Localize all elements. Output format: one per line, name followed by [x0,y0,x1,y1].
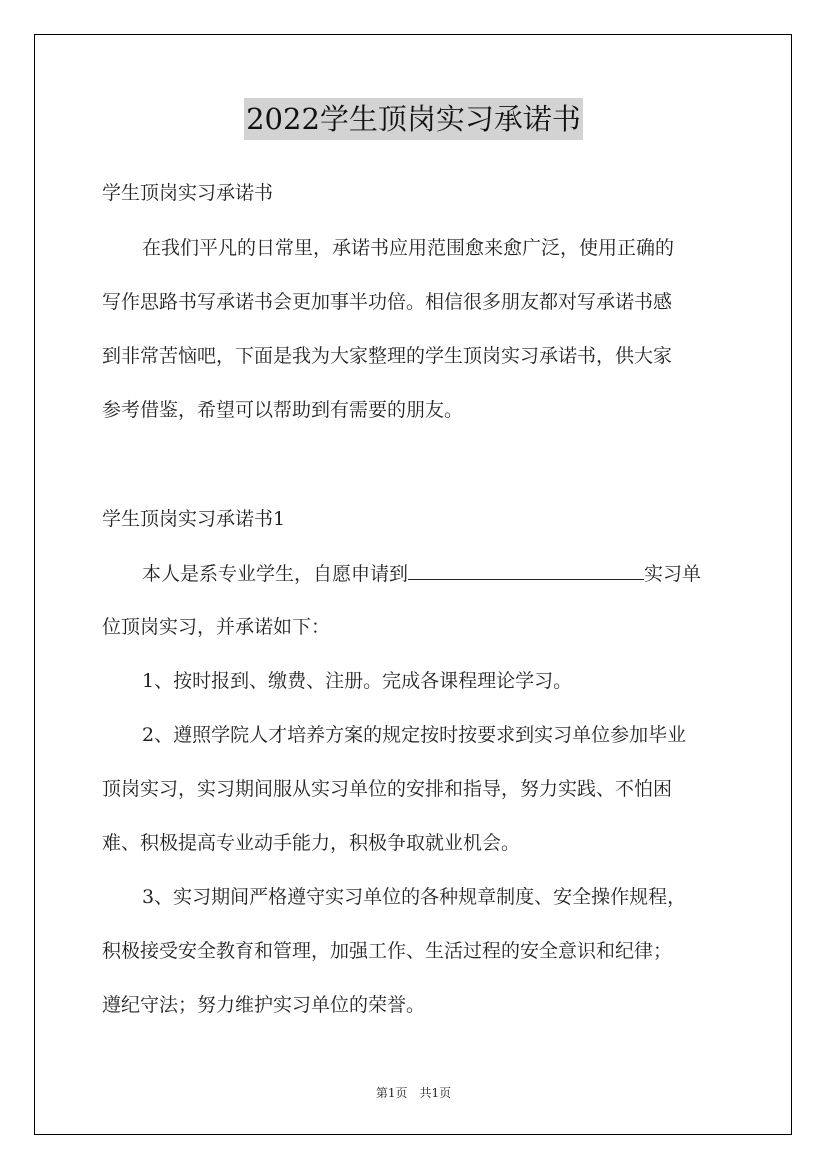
document-title: 2022学生顶岗实习承诺书 [244,98,583,140]
section-heading: 学生顶岗实习承诺书1 [102,508,286,530]
item-1: 1、按时报到、缴费、注册。完成各课程理论学习。 [142,670,573,692]
commitment-line: 位顶岗实习，并承诺如下： [102,616,331,638]
item-2-line: 2、遵照学院人才培养方案的规定按时按要求到实习单位参加毕业 [142,724,687,746]
intro-line: 写作思路书写承诺书会更加事半功倍。相信很多朋友都对写承诺书感 [102,291,673,313]
item-3-line: 遵纪守法；努力维护实习单位的荣誉。 [102,994,426,1016]
commitment-line [142,561,701,586]
intro-line: 参考借鉴，希望可以帮助到有需要的朋友。 [102,399,464,421]
intro-line: 在我们平凡的日常里，承诺书应用范围愈来愈广泛，使用正确的 [142,237,675,259]
commitment-text: 实习单 [644,563,702,585]
subtitle: 学生顶岗实习承诺书 [102,182,274,204]
page-number: 第1页 共1页 [375,1086,452,1100]
commitment-text: 本人是系专业学生，自愿申请到 [142,563,409,585]
intro-line: 到非常苦恼吧，下面是我为大家整理的学生顶岗实习承诺书，供大家 [102,345,673,367]
item-2-line: 难、积极提高专业动手能力，积极争取就业机会。 [102,832,521,854]
item-2-line: 顶岗实习，实习期间服从实习单位的安排和指导，努力实践、不怕困 [102,778,673,800]
unit-blank-field [408,561,644,580]
item-3-line: 积极接受安全教育和管理，加强工作、生活过程的安全意识和纪律； [102,940,673,962]
item-3-line: 3、实习期间严格遵守实习单位的各种规章制度、安全操作规程， [142,886,687,908]
